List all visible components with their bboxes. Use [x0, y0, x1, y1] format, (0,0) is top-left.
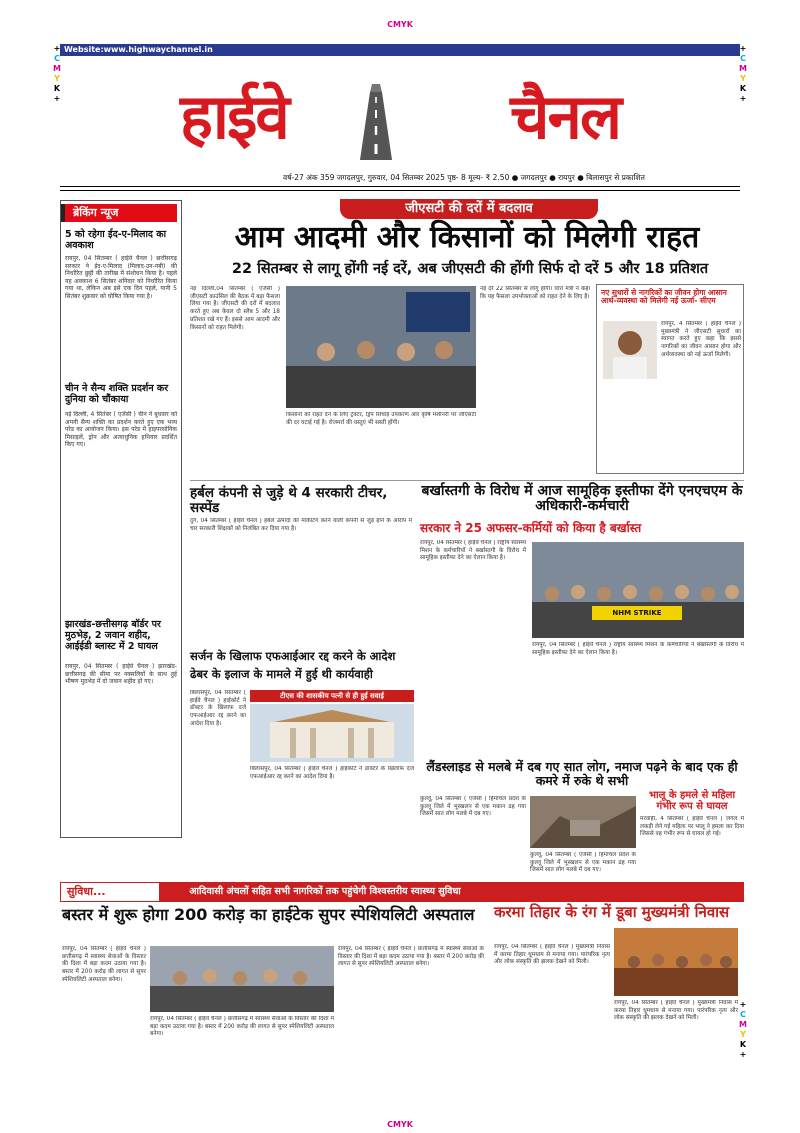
story-c-headline[interactable]: सर्जन के खिलाफ एफआईआर रद्द करने के आदेश [190, 649, 396, 663]
bottom-left-body-3: रायपुर, 04 सितम्बर ( हाईवे चैनल ) छत्तीसगढ़ में स्वास्थ्य सेवाओं के विस्तार की दिशा में बड़ा कदम उठाया गया है। बस्तर में 200 करोड़ की लागत से सुपर स्पेशियलिटी अस्पताल बनेगा। [338, 946, 484, 968]
mid-divider [190, 480, 744, 481]
cmyk-right-bottom-mark: + C M Y K + [739, 1000, 747, 1059]
bottom-headline-left[interactable]: बस्तर में शुरू होगा 200 करोड़ का हाईटेक सुपर स्पेशियलिटी अस्पताल [62, 905, 475, 924]
story-e-headline[interactable]: भालू के हमले से महिला गंभीर रूप से घायल [648, 790, 736, 812]
story-b-body: रायपुर, 04 सितम्बर ( हाईवे चैनल ) राष्ट्रीय स्वास्थ्य मिशन के कर्मचारियों ने बर्खास्तगी के विरोध में सामूहिक इस्तीफा देने का ऐलान किया है। [420, 540, 526, 562]
masthead-title-left: हाईवे [180, 80, 288, 153]
sidebar-headline-1[interactable]: 5 को रहेगा ईद-ए-मिलाद का अवकाश [65, 229, 167, 251]
cm-box-story [596, 284, 744, 474]
story-b-photo-protest [532, 542, 744, 638]
cm-portrait [603, 321, 657, 379]
bottom-red-strip [160, 882, 744, 902]
story-d-headline[interactable]: लैंडस्लाइड से मलबे में दब गए सात लोग, नमाज पढ़ने के बाद एक ही कमरे में रुके थे सभी [426, 759, 738, 788]
story-c-photo-highcourt [250, 704, 414, 762]
lead-body-col-1: नई दिल्ली,04 सितम्बर ( एजेंसी ) जीएसटी काउंसिल की बैठक में बड़ा फैसला लिया गया है। जीएसटी की दरों में बदलाव करते हुए अब केवल दो स्लैब 5 और 18 प्रतिशत रखे गए हैं। इससे आम आदमी और किसानों को राहत मिलेगी। [190, 286, 280, 331]
masthead-title-right: चैनल [510, 80, 620, 153]
bottom-left-tag-box [60, 882, 160, 902]
website-banner[interactable]: Website:www.highwaychannel.in [60, 44, 740, 56]
story-b-headline[interactable]: बर्खास्तगी के विरोध में आज सामूहिक इस्तीफा देंगे एनएचएम के अधिकारी-कर्मचारी [421, 483, 743, 515]
bottom-left-body-1: रायपुर, 04 सितम्बर ( हाईवे चैनल ) छत्तीसगढ़ में स्वास्थ्य सेवाओं के विस्तार की दिशा में बड़ा कदम उठाया गया है। बस्तर में 200 करोड़ की लागत से सुपर स्पेशियलिटी अस्पताल बनेगा। [62, 946, 146, 983]
cmyk-bottom-mark: CMYK [387, 1120, 413, 1129]
bottom-right-body: रायपुर, 04 सितम्बर ( हाईवे चैनल ) मुख्यमंत्री निवास में करमा तिहार धूमधाम से मनाया गया। पारंपरिक नृत्य और लोक संस्कृति की झलक देखने को मिली। [494, 944, 610, 966]
story-c-body: बिलासपुर, 04 सितम्बर ( हाईवे चैनल ) हाईकोर्ट ने डॉक्टर के खिलाफ दर्ज एफआईआर रद्द करने का आदेश दिया है। [190, 690, 246, 727]
top-divider-2 [60, 190, 740, 191]
bottom-headline-right[interactable]: करमा तिहार के रंग में डूबा मुख्यमंत्री निवास [494, 903, 730, 921]
lead-body-col-3: नई दरें 22 सितम्बर से लागू होंगी। वित्त मंत्री ने कहा कि यह फैसला उपभोक्ताओं को राहत देने के लिए है। [480, 286, 590, 300]
story-c-label: टीएस की शासकीय पत्नी से ही हुई सवाई [250, 690, 414, 702]
bottom-left-body-2: रायपुर, 04 सितम्बर ( हाईवे चैनल ) छत्तीसगढ़ में स्वास्थ्य सेवाओं के विस्तार की दिशा में बड़ा कदम उठाया गया है। बस्तर में 200 करोड़ की लागत से सुपर स्पेशियलिटी अस्पताल बनेगा। [150, 1016, 334, 1038]
breaking-news-header: ब्रेकिंग न्यूज [65, 204, 177, 222]
story-d-body-2: कुल्लू, 04 सितम्बर ( एजेंसी ) हिमाचल प्रदेश के कुल्लू जिले में भूस्खलन से एक मकान ढह गया जिसमें सात लोग मलबे में दब गए। [530, 852, 636, 874]
cm-box-headline[interactable]: नए सुधारों से नागरिकों का जीवन होगा आसान आर्थ-व्यवस्था को मिलेगी नई ऊर्जा- सीएम [601, 288, 727, 306]
story-a-headline[interactable]: हर्बल कंपनी से जुड़े थे 4 सरकारी टीचर, सस्पेंड [190, 485, 388, 516]
bottom-photo-officials [150, 946, 334, 1012]
sidebar-headline-3[interactable]: झारखंड-छत्तीसगढ़ बॉर्डर पर मुठभेड़, 2 जवान शहीद, आईईडी ब्लास्ट में 2 घायल [65, 619, 161, 652]
lead-headline[interactable]: आम आदमी और किसानों को मिलेगी राहत [234, 220, 700, 255]
cmyk-left-mark: + C M Y K + [53, 44, 61, 103]
story-c-body-2: बिलासपुर, 04 सितम्बर ( हाईवे चैनल ) हाईकोर्ट ने डॉक्टर के खिलाफ दर्ज एफआईआर रद्द करने का आदेश दिया है। [250, 766, 414, 780]
lead-photo-press-conference [286, 286, 476, 408]
story-d-body: कुल्लू, 04 सितम्बर ( एजेंसी ) हिमाचल प्रदेश के कुल्लू जिले में भूस्खलन से एक मकान ढह गया जिसमें सात लोग मलबे में दब गए। [420, 796, 526, 818]
top-divider [60, 186, 740, 187]
cmyk-right-mark: + C M Y K + [739, 44, 747, 103]
lead-body-col-2: किसानों को राहत देने के लिए ट्रैक्टर, ड्रिप सिंचाई उपकरण और कृषि मशीनरी पर जीएसटी की दर घटाई गई है। रोजमर्रा की वस्तुएं भी सस्ती होंगी। [286, 412, 476, 426]
breaking-news-sidebar [60, 200, 182, 838]
sidebar-body-1: रायपुर, 04 सितम्बर ( हाईवे चैनल ) छत्तीसगढ़ सरकार ने ईद-ए-मिलाद (मिलाद-उन-नबी) की निर्धारित छुट्टी की तारीख में संशोधन किया है। पहले यह अवकाश 6 सितंबर शनिवार को निर्धारित किया गया था, लेकिन अब इसे एक दिन पहले, यानी 5 सितंबर शुक्रवार को घोषित किया गया है। [65, 255, 177, 300]
lead-subhead: 22 सितम्बर से लागू होंगी नई दरें, अब जीएसटी की होंगी सिर्फ दो दरें 5 और 18 प्रतिशत [231, 261, 709, 277]
story-b-photo-banner: NHM STRIKE [612, 609, 662, 617]
sidebar-body-3: रायपुर, 04 सितम्बर ( हाईवे चैनल ) झारखंड-छत्तीसगढ़ की सीमा पर नक्सलियों के साथ हुई भीषण मुठभेड़ में दो जवान शहीद हो गए। [65, 663, 177, 686]
lead-kicker: जीएसटी की दरों में बदलाव [340, 199, 598, 219]
story-b-body-2: रायपुर, 04 सितम्बर ( हाईवे चैनल ) राष्ट्रीय स्वास्थ्य मिशन के कर्मचारियों ने बर्खास्तगी के विरोध में सामूहिक इस्तीफा देने का ऐलान किया है। [532, 642, 744, 656]
edition-meta: वर्ष-27 अंक 359 जगदलपुर, गुरुवार, 04 सितम्बर 2025 पृष्ठ- 8 मूल्य- ₹ 2.50 ● जगदलपुर ● रायपुर ● बिलासपुर से प्रकाशित [283, 173, 645, 182]
story-c-subhead: ढेबर के इलाज के मामले में हुई थी कार्यवाही [190, 667, 373, 681]
masthead [180, 64, 620, 174]
bottom-left-tag: सुविधा... [67, 885, 106, 898]
cmyk-top-mark: CMYK [387, 20, 413, 29]
cm-box-body: रायपुर, 4 सितम्बर ( हाईवे चैनल ) मुख्यमंत्री ने जीएसटी सुधारों का स्वागत करते हुए कहा कि इससे नागरिकों का जीवन आसान होगा और अर्थव्यवस्था को नई ऊर्जा मिलेगी। [661, 321, 741, 358]
bottom-photo-karma-festival [614, 928, 738, 996]
sidebar-body-2: नई दिल्ली, 4 सितंबर ( एजेंसी ) चीन ने बुधवार को अपनी सैन्य शक्ति का प्रदर्शन करते हुए एक भव्य परेड का आयोजन किया। इस परेड में हाइपरसोनिक मिसाइलें, ड्रोन और अत्याधुनिक हथियार प्रदर्शित किए गए। [65, 411, 177, 449]
story-e-body: मरवाही, 4 सितम्बर ( हाईवे चैनल ) जंगल में लकड़ी लेने गई महिला पर भालू ने हमला कर दिया जिससे वह गंभीर रूप से घायल हो गई। [640, 816, 744, 838]
bottom-strip-text: आदिवासी अंचलों सहित सभी नागरिकों तक पहुंचेगी विश्वस्तरीय स्वास्थ्य सुविधा [189, 886, 461, 897]
bottom-right-body-2: रायपुर, 04 सितम्बर ( हाईवे चैनल ) मुख्यमंत्री निवास में करमा तिहार धूमधाम से मनाया गया। पारंपरिक नृत्य और लोक संस्कृति की झलक देखने को मिली। [614, 1000, 738, 1022]
story-b-subhead: सरकार ने 25 अफसर-कर्मियों को किया है बर्खास्त [420, 521, 642, 535]
story-a-body: दुर्ग, 04 सितम्बर ( हाईवे चैनल ) हर्बल उत्पादों की मार्केटिंग करने वाली कंपनी से जुड़े होने के आरोप में चार सरकारी शिक्षकों को निलंबित कर दिया गया है। [190, 518, 412, 532]
story-d-photo-landslide [530, 796, 636, 848]
highway-road-icon [330, 82, 422, 160]
sidebar-headline-2[interactable]: चीन ने सैन्य शक्ति प्रदर्शन कर दुनिया को चौंकाया [65, 383, 169, 405]
